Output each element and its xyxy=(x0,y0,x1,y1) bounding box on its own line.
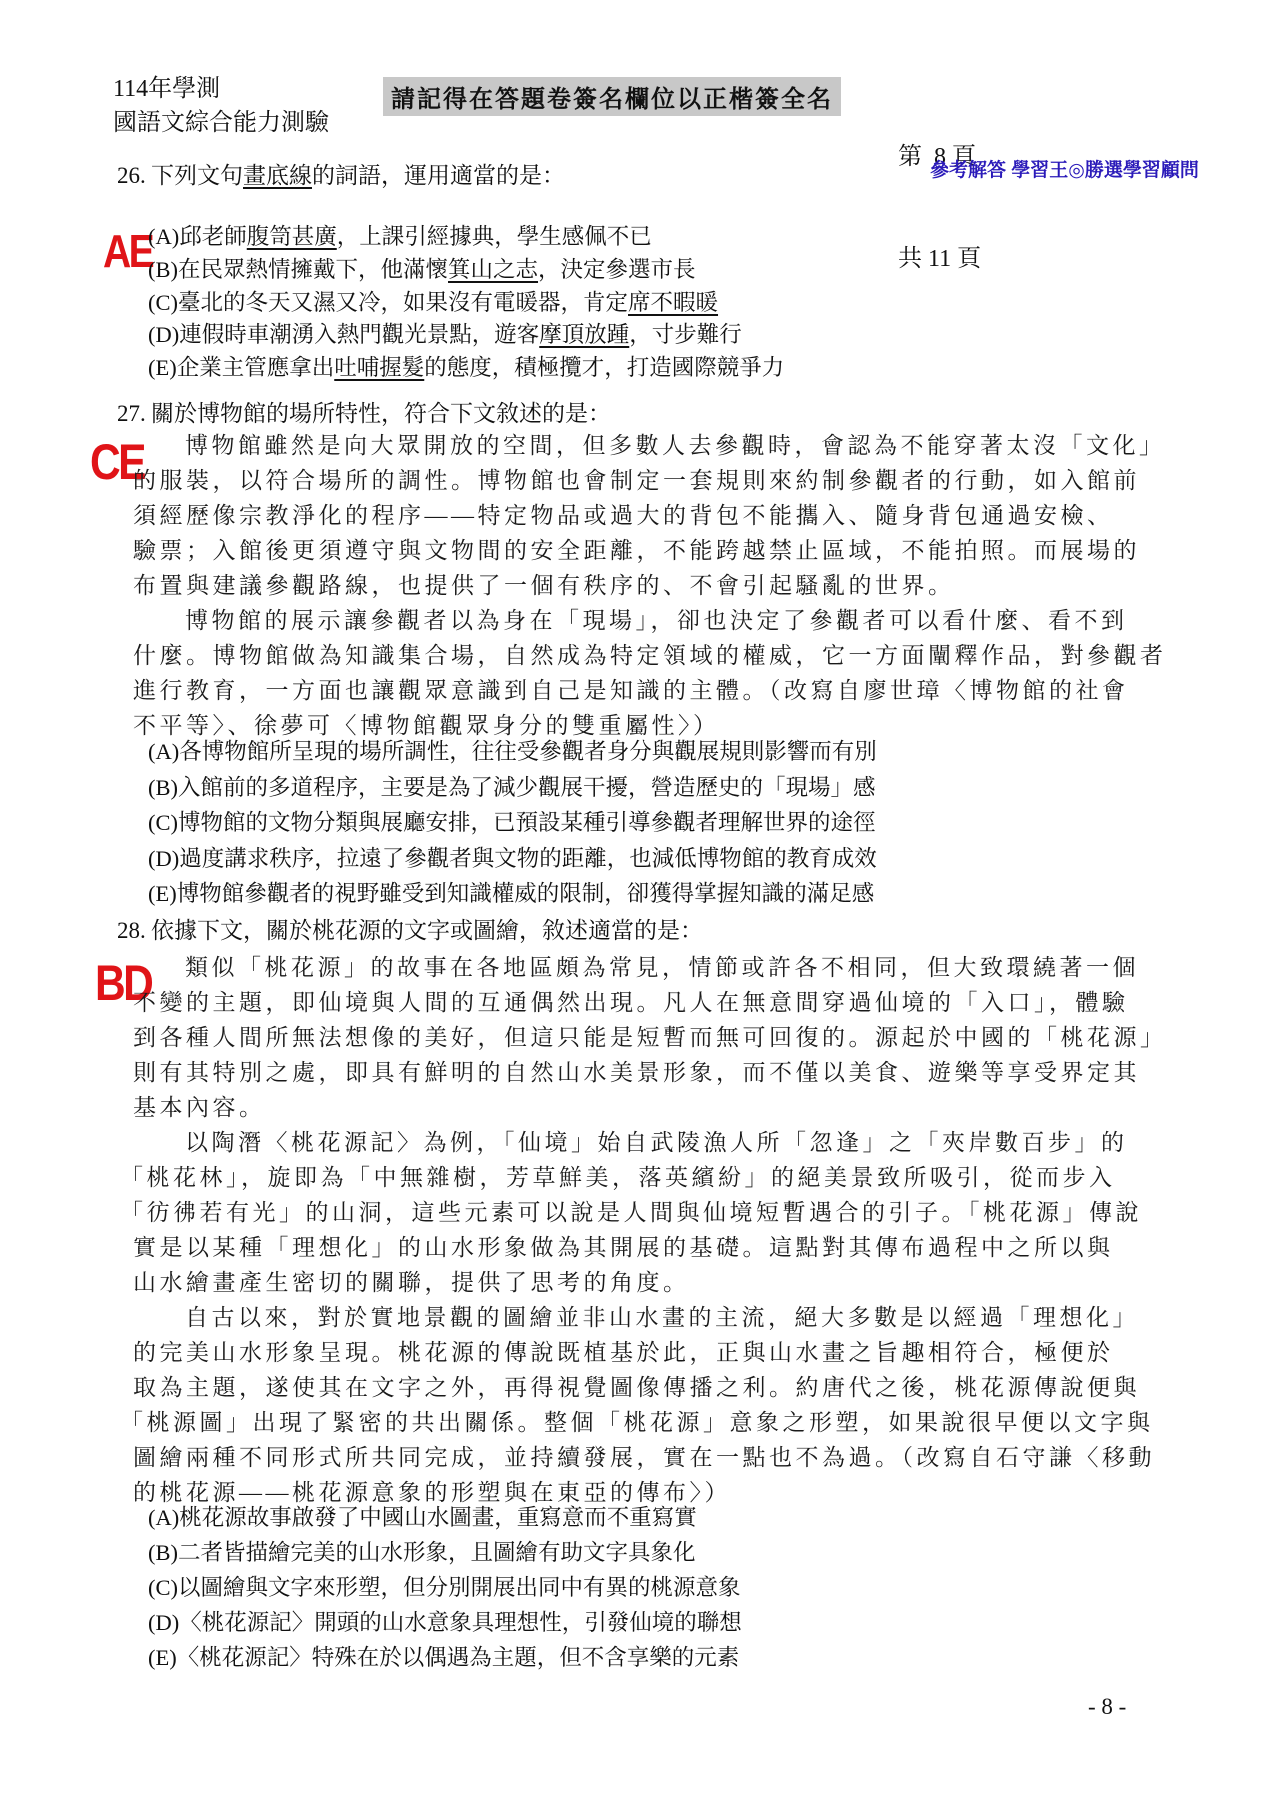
option-underlined-term: 腹笥甚廣 xyxy=(246,224,337,249)
question-28-number: 28. xyxy=(117,918,146,943)
option-row-e xyxy=(148,352,784,385)
option-text: 臺北的冬天又濕又冷，如果沒有電暖器，肯定 xyxy=(178,289,629,315)
option-text: 的態度，積極攬才，打造國際競爭力 xyxy=(424,355,785,381)
question-27-text: 關於博物館的場所特性，符合下文敘述的是： xyxy=(151,401,611,426)
stem-underlined-term: 畫底線 xyxy=(243,163,312,188)
option-label: (D) xyxy=(148,845,180,871)
option-text: 以圖繪與文字來形塑，但分別開展出同中有異的桃源意象 xyxy=(178,1575,741,1600)
option-text: 各博物館所呈現的場所調性，往往受參觀者身分與觀展規則影響而有別 xyxy=(179,739,877,764)
option-text: 入館前的多道程序，主要是為了減少觀展干擾，營造歷史的「現場」感 xyxy=(178,774,876,800)
stem-text-pre: 下列文句 xyxy=(151,163,243,188)
passage-line: 山水繪畫產生密切的關聯，提供了思考的角度。 xyxy=(133,1270,690,1295)
total-pages-label: 共 11 頁 xyxy=(898,246,982,272)
passage-line: 布置與建議參觀路線，也提供了一個有秩序的、不會引起騷亂的世界。 xyxy=(133,573,955,598)
option-row-a xyxy=(148,221,784,254)
passage-line: 到各種人間所無法想像的美好，但這只能是短暫而無可回復的。源起於中國的「桃花源」 xyxy=(133,1025,1167,1050)
signature-notice-banner: 請記得在答題卷簽名欄位以正楷簽全名 xyxy=(383,77,841,116)
passage-line: 不變的主題，即仙境與人間的互通偶然出現。凡人在無意間穿過仙境的「入口」，體驗 xyxy=(133,990,1129,1015)
option-text: 連假時車潮湧入熱門觀光景點，遊客 xyxy=(179,322,540,348)
question-27-passage xyxy=(133,428,1167,743)
option-label: (C) xyxy=(148,810,178,835)
passage-line: 的桃花源——桃花源意象的形塑與在東亞的傳布〉） xyxy=(133,1480,731,1505)
passage-line: 「彷彿若有光」的山洞，這些元素可以說是人間與仙境短暫遇合的引子。「桃花源」傳說 xyxy=(120,1200,1142,1225)
option-underlined-term: 席不暇暖 xyxy=(628,289,719,315)
option-label: (B) xyxy=(148,256,178,282)
option-row-d xyxy=(148,319,784,352)
option-text: 桃花源故事啟發了中國山水圖畫，重寫意而不重寫實 xyxy=(179,1505,697,1530)
question-28-options xyxy=(148,1500,742,1675)
question-28-text: 依據下文，關於桃花源的文字或圖繪，敘述適當的是： xyxy=(151,918,703,943)
question-26-stem xyxy=(117,160,565,192)
option-text: 博物館參觀者的視野雖受到知識權威的限制，卻獲得掌握知識的滿足感 xyxy=(176,881,875,906)
option-row-b xyxy=(148,1535,742,1570)
passage-line: 不平等〉、徐夢可〈博物館觀眾身分的雙重屬性〉） xyxy=(133,713,720,738)
answer-key-watermark: 參考解答 學習王◎勝選學習顧問 xyxy=(930,160,1199,181)
option-label: (D) xyxy=(148,322,180,348)
option-text: ，上課引經據典，學生感佩不已 xyxy=(336,224,652,249)
option-row-c xyxy=(148,287,784,320)
option-label: (C) xyxy=(148,289,178,315)
option-label: (C) xyxy=(148,1575,178,1600)
question-28-stem xyxy=(117,915,703,947)
option-label: (A) xyxy=(148,1505,180,1530)
option-row-c xyxy=(148,1570,742,1605)
passage-line: 的完美山水形象呈現。桃花源的傳說既植基於此，正與山水畫之旨趣相符合，極便於 xyxy=(133,1340,1114,1365)
option-text: 二者皆描繪完美的山水形象，且圖繪有助文字具象化 xyxy=(178,1540,696,1565)
option-label: (E) xyxy=(148,881,177,906)
option-text: 〈桃花源記〉特殊在於以偶遇為主題，但不含享樂的元素 xyxy=(176,1645,740,1670)
exam-title-block xyxy=(113,72,329,140)
handwritten-answer-q28: BD xyxy=(95,955,152,1011)
option-row-e xyxy=(148,1640,742,1675)
option-label: (B) xyxy=(148,1540,178,1565)
option-row-a xyxy=(148,734,877,770)
handwritten-answer-q27: CE xyxy=(90,434,144,490)
option-text: 在民眾熱情擁戴下，他滿懷 xyxy=(178,256,449,282)
question-26-text xyxy=(151,160,565,192)
current-page-label: 第 8 頁 xyxy=(898,144,976,170)
option-text: ，寸步難行 xyxy=(629,322,742,348)
option-row-a xyxy=(148,1500,742,1535)
option-row-e xyxy=(148,876,877,912)
option-label: (D) xyxy=(148,1610,180,1635)
passage-line: 基本內容。 xyxy=(133,1095,266,1120)
option-underlined-term: 箕山之志 xyxy=(448,256,539,282)
option-label: (B) xyxy=(148,774,178,800)
passage-line: 則有其特別之處，即具有鮮明的自然山水美景形象，而不僅以美食、遊樂等享受界定其 xyxy=(133,1060,1140,1085)
passage-line: 什麼。博物館做為知識集合場，自然成為特定領域的權威，它一方面闡釋作品，對參觀者 xyxy=(133,643,1167,668)
passage-line: 博物館雖然是向大眾開放的空間，但多數人去參觀時，會認為不能穿著太沒「文化」 xyxy=(185,433,1166,458)
option-label: (E) xyxy=(148,1645,177,1670)
option-row-b xyxy=(148,770,877,806)
option-text: 過度講求秩序，拉遠了參觀者與文物的距離，也減低博物館的教育成效 xyxy=(179,845,877,871)
passage-line: 實是以某種「理想化」的山水形象做為其開展的基礎。這點對其傳布過程中之所以與 xyxy=(133,1235,1114,1260)
option-text: 邱老師 xyxy=(179,224,247,249)
passage-line: 博物館的展示讓參觀者以為身在「現場」，卻也決定了參觀者可以看什麼、看不到 xyxy=(185,608,1128,633)
option-underlined-term: 摩頂放踵 xyxy=(539,322,630,348)
option-text: 企業主管應拿出 xyxy=(176,355,335,381)
option-row-d xyxy=(148,841,877,877)
passage-line: 須經歷像宗教淨化的程序——特定物品或過大的背包不能攜入、隨身背包通過安檢、 xyxy=(133,503,1114,528)
question-27-options xyxy=(148,734,877,912)
question-27-number: 27. xyxy=(117,401,146,426)
passage-line: 圖繪兩種不同形式所共同完成，並持續發展，實在一點也不為過。（改寫自石守謙〈移動 xyxy=(133,1445,1155,1470)
option-row-b xyxy=(148,254,784,287)
option-underlined-term: 吐哺握髮 xyxy=(334,355,425,381)
option-row-d xyxy=(148,1605,742,1640)
option-label: (A) xyxy=(148,224,180,249)
exam-year-label: 114年學測 xyxy=(113,76,221,102)
option-row-c xyxy=(148,805,877,841)
stem-text-post: 的詞語，運用適當的是： xyxy=(312,163,565,188)
passage-line: 以陶潛〈桃花源記〉為例，「仙境」始自武陵漁人所「忽逢」之「夾岸數百步」的 xyxy=(185,1130,1128,1155)
passage-line: 的服裝，以符合場所的調性。博物館也會制定一套規則來約制參觀者的行動，如入館前 xyxy=(133,468,1140,493)
passage-line: 「桃花林」，旋即為「中無雜樹，芳草鮮美，落英繽紛」的絕美景致所吸引，從而步入 xyxy=(120,1165,1116,1190)
question-26-options xyxy=(148,221,784,385)
handwritten-answer-q26: AE xyxy=(103,225,153,277)
exam-subject-label: 國語文綜合能力測驗 xyxy=(113,110,329,136)
passage-line: 「桃源圖」出現了緊密的共出關係。整個「桃花源」意象之形塑，如果說很早便以文字與 xyxy=(120,1410,1154,1435)
question-26-number: 26. xyxy=(117,163,146,188)
option-label: (A) xyxy=(148,739,180,764)
passage-line: 類似「桃花源」的故事在各地區頗為常見，情節或許各不相同，但大致環繞著一個 xyxy=(185,955,1139,980)
option-text: 博物館的文物分類與展廳安排，已預設某種引導參觀者理解世界的途徑 xyxy=(178,810,876,835)
page-indicator-block xyxy=(898,72,981,310)
passage-line: 驗票；入館後更須遵守與文物間的安全距離，不能跨越禁止區域，不能拍照。而展場的 xyxy=(133,538,1140,563)
passage-line: 取為主題，遂使其在文字之外，再得視覺圖像傳播之利。約唐代之後，桃花源傳說便與 xyxy=(133,1375,1140,1400)
option-text: ，決定參選市長 xyxy=(538,256,696,282)
option-text: 〈桃花源記〉開頭的山水意象具理想性，引發仙境的聯想 xyxy=(179,1610,742,1635)
question-27-stem xyxy=(117,398,611,430)
passage-line: 進行教育，一方面也讓觀眾意識到自己是知識的主體。（改寫自廖世璋〈博物館的社會 xyxy=(133,678,1129,703)
passage-line: 自古以來，對於實地景觀的圖繪並非山水畫的主流，絕大多數是以經過「理想化」 xyxy=(185,1305,1139,1330)
option-label: (E) xyxy=(148,355,177,381)
page-number-footer: - 8 - xyxy=(1088,1694,1127,1719)
